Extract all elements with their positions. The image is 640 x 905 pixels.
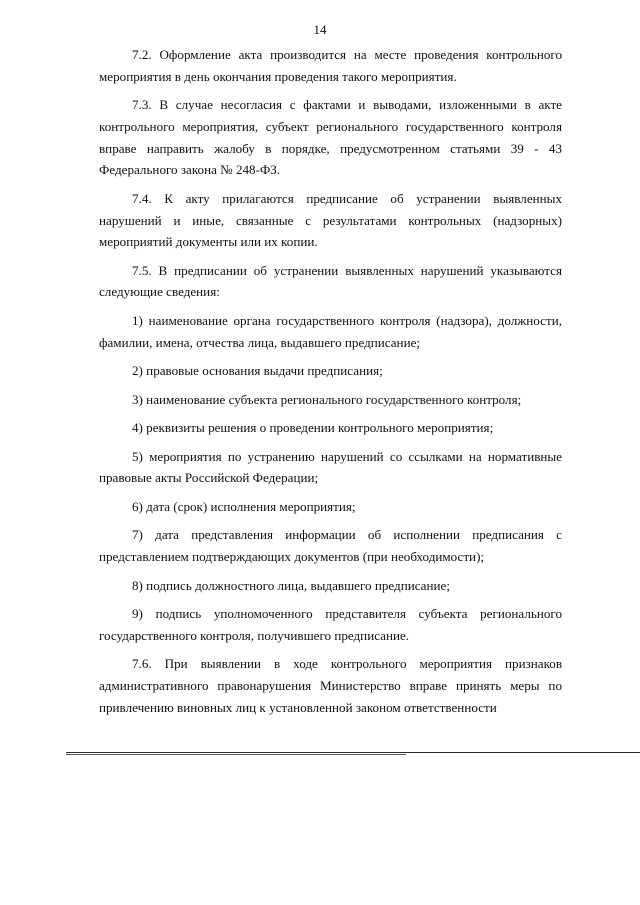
paragraph-7-3: 7.3. В случае несогласия с фактами и выводами, изложенными в акте контрольного мероприятия, субъект регионального государственного контроля вправе направить жалобу в порядке, предусмотренном статьями 39 - 43 Федерального закона № 248-ФЗ.	[99, 97, 562, 178]
list-item-2: 2) правовые основания выдачи предписания;	[132, 363, 383, 379]
list-item-6: 6) дата (срок) исполнения мероприятия;	[132, 498, 356, 514]
paragraph-7-2: 7.2. Оформление акта производится на месте проведения контрольного мероприятия в день окончания проведения такого мероприятия.	[99, 47, 562, 84]
scan-edge-line-secondary	[66, 754, 406, 755]
list-item-3: 3) наименование субъекта регионального государственного контроля;	[132, 391, 522, 407]
list-item-9: 9) подпись уполномоченного представителя субъекта регионального государственного контроля, получившего предписание.	[99, 606, 562, 643]
page-number: 14	[313, 22, 327, 37]
list-item-4: 4) реквизиты решения о проведении контрольного мероприятия;	[132, 420, 494, 436]
scan-edge-line	[66, 752, 640, 753]
list-item-7: 7) дата представления информации об исполнении предписания с представлением подтверждающих документов (при необходимости);	[99, 527, 562, 565]
list-item-8: 8) подпись должностного лица, выдавшего предписание;	[132, 577, 450, 593]
document-body	[99, 44, 562, 718]
paragraph-7-6: 7.6. При выявлении в ходе контрольного мероприятия признаков административного правонарушения Министерство вправе принять меры по привлечению виновных лиц к установленной законом ответственности	[99, 656, 562, 715]
paragraph-7-5: 7.5. В предписании об устранении выявленных нарушений указываются следующие сведения:	[99, 262, 562, 300]
list-item-5: 5) мероприятия по устранению нарушений со ссылками на нормативные правовые акты Российской Федерации;	[99, 448, 562, 486]
paragraph-7-4: 7.4. К акту прилагаются предписание об устранении выявленных нарушений и иные, связанные с результатами контрольных (надзорных) мероприятий документы или их копии.	[99, 190, 562, 250]
list-item-1: 1) наименование органа государственного контроля (надзора), должности, фамилии, имена, отчества лица, выдавшего предписание;	[99, 312, 562, 350]
